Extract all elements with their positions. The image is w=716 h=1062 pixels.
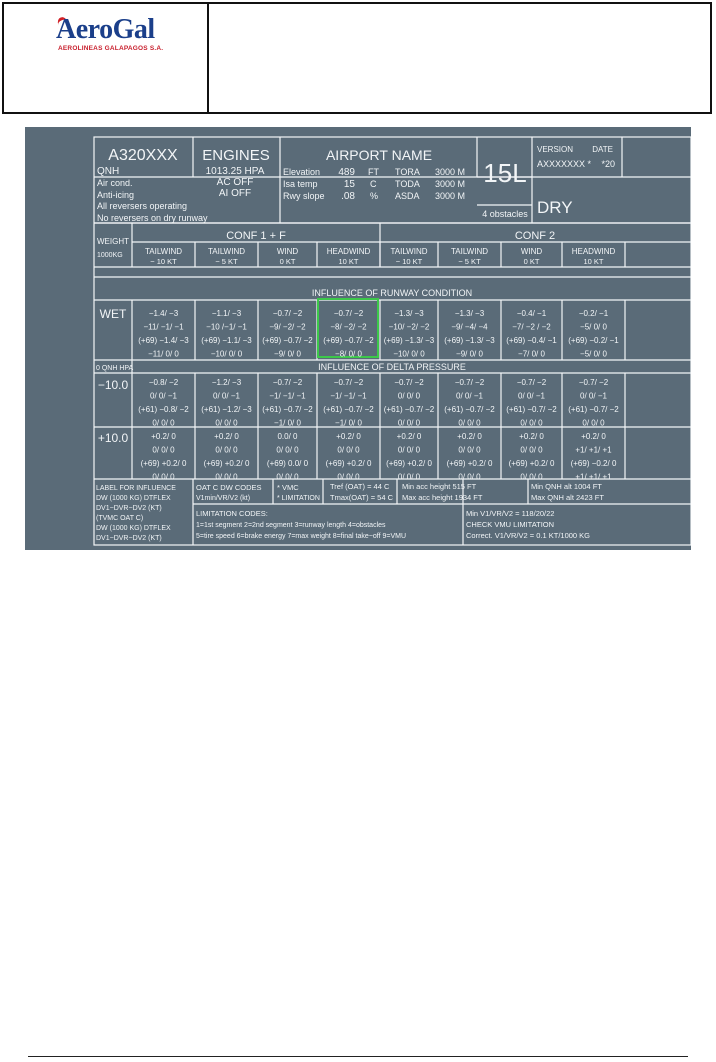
rtow-chart-image [25,127,691,550]
footer-label-line-2: DV1−DVR−DV2 (KT) [96,505,162,512]
wet-cell-3-line-0: −0.7/ −2 [333,309,364,318]
plus10-cell-5-line-2: (+69) +0.2/ 0 [446,459,493,468]
minus10-cell-2-line-2: (+61) −0.7/ −2 [262,405,313,414]
conf1-header: CONF 1 + F [226,230,286,242]
wet-cell-6-line-0: −0.4/ −1 [516,309,547,318]
minus10-cell-6-line-3: 0/ 0/ 0 [520,418,543,428]
runway-condition-title: INFLUENCE OF RUNWAY CONDITION [311,288,473,298]
toda-label: TODA [395,179,420,189]
engines-title: ENGINES [202,147,270,164]
min-v-speeds: Min V1/VR/V2 = 118/20/22 [466,509,555,518]
wet-cell-6-line-3: −7/ 0/ 0 [518,349,545,359]
wet-cell-2-line-2: (+69) −0.7/ −2 [262,336,313,345]
minus10-cell-2-line-1: −1/ −1/ −1 [269,391,306,401]
minus10-cell-4-line-1: 0/ 0/ 0 [397,391,421,401]
wet-cell-4-line-1: −10/ −2/ −2 [388,322,430,332]
asda-value: 3000 M [434,191,465,201]
check-vmu: CHECK VMU LIMITATION [466,520,555,529]
tora-label: TORA [395,167,420,177]
tmax-value: Tmax(OAT) = 54 C [330,493,393,502]
wind-header-3-kind: HEADWIND [326,247,371,256]
plus10-cell-3-line-3: 0/ 0/ 0 [337,472,360,482]
wet-cell-5-line-0: −1.3/ −3 [454,309,485,318]
wind-header-4-kind: TAILWIND [390,247,428,256]
table-texts [96,145,619,542]
weight-unit: 1000KG [97,252,123,259]
footer-label-line-5: DV1−DVR−DV2 (KT) [96,535,162,542]
plus10-cell-1-line-3: 0/ 0/ 0 [215,472,238,482]
footer-label-line-0: LABEL FOR INFLUENCE [96,485,176,492]
tora-value: 3000 M [434,167,465,177]
wet-cell-2-line-3: −9/ 0/ 0 [274,349,301,359]
plus10-cell-4-line-3: 0/ 0/ 0 [397,472,421,482]
wet-cell-5-line-3: −9/ 0/ 0 [456,349,483,359]
minus10-cell-6-line-0: −0.7/ −2 [516,378,547,387]
max-acc-height: Max acc height 1934 FT [402,493,483,502]
delta-pressure-title: INFLUENCE OF DELTA PRESSURE [318,362,466,372]
minus10-cell-1-line-2: (+61) −1.2/ −3 [201,405,252,414]
plus10-cell-3-line-1: 0/ 0/ 0 [337,445,360,455]
v-speed-correction: Correct. V1/VR/V2 = 0.1 KT/1000 KG [466,531,591,540]
minus10-cell-7-line-1: 0/ 0/ −1 [580,391,607,401]
min-qnh-alt: Min QNH alt 1004 FT [531,482,602,491]
plus10-cell-7-line-2: (+69) −0.2/ 0 [570,459,617,468]
minus10-cell-6-line-1: 0/ 0/ −1 [518,391,545,401]
footer-label-line-4: DW (1000 KG) DTFLEX [96,525,171,532]
wet-cell-2-line-0: −0.7/ −2 [272,309,303,318]
logo-subtitle: AEROLINEAS GALAPAGOS S.A. [58,45,164,52]
limitation-codes-title: LIMITATION CODES: [196,509,268,518]
limitation-note: * LIMITATION [277,495,320,502]
max-qnh-alt: Max QNH alt 2423 FT [531,493,604,502]
isa-value: 15 [343,179,355,190]
wet-cell-2-line-1: −9/ −2/ −2 [269,322,306,332]
wet-cell-7-line-1: −5/ 0/ 0 [580,322,607,332]
minus10-cell-5-line-2: (+61) −0.7/ −2 [444,405,495,414]
footer-label-line-3: (TVMC OAT C) [96,515,144,522]
wet-cell-7-line-3: −5/ 0/ 0 [580,349,607,359]
header-divider [207,4,209,112]
date-label: DATE [592,145,613,154]
plus10-cell-4-line-0: +0.2/ 0 [396,432,422,441]
wet-cell-6-line-2: (+69) −0.4/ −1 [506,336,557,345]
minus10-cell-7-line-2: (+61) −0.7/ −2 [568,405,619,414]
wet-cell-1-line-2: (+69) −1.1/ −3 [201,336,252,345]
plus10-cell-6-line-3: 0/ 0/ 0 [520,472,543,482]
wet-cell-4-line-2: (+69) −1.3/ −3 [383,336,435,345]
takeoff-performance-card [25,127,691,550]
slope-unit: % [370,191,379,201]
aerogal-logo [44,14,174,54]
isa-unit: C [370,179,377,189]
wet-cell-0-line-3: −11/ 0/ 0 [148,349,179,359]
minus10-cell-3-line-3: −1/ 0/ 0 [335,418,362,428]
minus10-cell-3-line-2: (+61) −0.7/ −2 [323,405,374,414]
vmc-note: * VMC [277,483,299,492]
qnh-value: 1013.25 HPA [205,166,265,177]
elevation-unit: FT [368,167,379,177]
minus10-cell-0-line-3: 0/ 0/ 0 [152,418,175,428]
wet-row-label: WET [99,307,127,321]
wind-header-1-speed: − 5 KT [215,257,238,266]
plus10-row-label: +10.0 [97,431,129,445]
minus10-cell-5-line-0: −0.7/ −2 [454,378,485,387]
runway-designator: 15L [483,158,527,188]
wet-cell-7-line-2: (+69) −0.2/ −1 [568,336,619,345]
wet-cell-4-line-0: −1.3/ −3 [394,309,424,318]
minus10-cell-5-line-1: 0/ 0/ −1 [456,391,483,401]
aircraft-model: A320XXX [108,147,178,164]
plus10-cell-5-line-1: 0/ 0/ 0 [458,445,481,455]
oat-codes-2: V1min/VR/V2 (kt) [196,495,251,502]
plus10-cell-1-line-1: 0/ 0/ 0 [215,445,238,455]
antiicing-label: Anti-icing [97,190,135,200]
minus10-cell-0-line-1: 0/ 0/ −1 [150,391,177,401]
wind-header-0-kind: TAILWIND [144,247,183,256]
wet-cell-0-line-0: −1.4/ −3 [148,309,179,318]
wind-header-7-speed: 10 KT [583,257,604,266]
plus10-cell-0-line-2: (+69) +0.2/ 0 [140,459,187,468]
obstacles-count: 4 obstacles [482,209,528,219]
footer-label-line-1: DW (1000 KG) DTFLEX [96,495,171,502]
min-acc-height: Min acc height 515 FT [402,482,477,491]
wind-header-0-speed: − 10 KT [150,257,177,266]
isa-label: Isa temp [283,179,318,189]
qnh-row-label: 0 QNH HPA [96,365,134,372]
minus10-cell-2-line-0: −0.7/ −2 [272,378,303,387]
minus10-cell-1-line-3: 0/ 0/ 0 [215,418,238,428]
wind-header-3-speed: 10 KT [338,257,359,266]
plus10-cell-2-line-1: 0/ 0/ 0 [276,445,299,455]
minus10-cell-5-line-3: 0/ 0/ 0 [458,418,481,428]
version-value: AXXXXXXX * [537,159,592,169]
slope-value: .08 [341,191,355,202]
plus10-cell-0-line-1: 0/ 0/ 0 [152,445,175,455]
runway-surface: DRY [537,198,573,217]
plus10-cell-4-line-2: (+69) +0.2/ 0 [386,459,432,468]
wet-cell-1-line-3: −10/ 0/ 0 [210,349,243,359]
minus10-cell-2-line-3: −1/ 0/ 0 [274,418,301,428]
wet-cell-3-line-3: −8/ 0/ 0 [335,349,362,359]
wind-header-1-kind: TAILWIND [207,247,246,256]
oat-codes-1: OAT C DW CODES [196,483,262,492]
airport-name: AIRPORT NAME [325,147,433,163]
plus10-cell-6-line-2: (+69) +0.2/ 0 [508,459,555,468]
minus10-cell-3-line-1: −1/ −1/ −1 [330,391,367,401]
plus10-cell-6-line-1: 0/ 0/ 0 [520,445,543,455]
weight-label: WEIGHT [97,237,129,246]
wet-cell-0-line-1: −11/ −1/ −1 [143,322,184,332]
minus10-cell-4-line-2: (+61) −0.7/ −2 [383,405,435,414]
plus10-cell-0-line-0: +0.2/ 0 [151,432,176,441]
plus10-cell-6-line-0: +0.2/ 0 [519,432,544,441]
qnh-label: QNH [97,166,120,177]
aircond-value: AC OFF [216,177,254,188]
plus10-cell-2-line-2: (+69) 0.0/ 0 [266,459,309,468]
plus10-cell-1-line-2: (+69) +0.2/ 0 [203,459,250,468]
wind-header-2-kind: WIND [276,247,299,256]
wind-header-4-speed: − 10 KT [395,257,423,266]
minus10-row-label: −10.0 [97,378,129,392]
aircond-label: Air cond. [97,178,133,188]
wet-cell-5-line-1: −9/ −4/ −4 [451,322,488,332]
plus10-cell-5-line-3: 0/ 0/ 0 [458,472,481,482]
page-bottom-rule [28,1056,688,1057]
document-header [2,2,712,114]
elevation-label: Elevation [283,167,321,177]
minus10-cell-6-line-2: (+61) −0.7/ −2 [506,405,557,414]
conf2-header: CONF 2 [514,230,556,242]
plus10-cell-3-line-0: +0.2/ 0 [336,432,361,441]
plus10-cell-5-line-0: +0.2/ 0 [457,432,482,441]
limitation-codes-line-2: 5=tire speed 6=brake energy 7=max weight 8=final take−off 9=VMU [196,533,407,540]
wet-cell-4-line-3: −10/ 0/ 0 [393,349,425,359]
limitation-codes-line-1: 1=1st segment 2=2nd segment 3=runway length 4=obstacles [196,522,386,529]
reversers-note-1: All reversers operating [97,201,188,211]
plus10-cell-1-line-0: +0.2/ 0 [214,432,239,441]
plus10-cell-2-line-3: 0/ 0/ 0 [276,472,299,482]
wet-cell-7-line-0: −0.2/ −1 [578,309,609,318]
version-label: VERSION [537,145,574,154]
plus10-cell-4-line-1: 0/ 0/ 0 [397,445,421,455]
wet-cell-3-line-1: −8/ −2/ −2 [330,322,367,332]
minus10-cell-3-line-0: −0.7/ −2 [333,378,364,387]
minus10-cell-7-line-0: −0.7/ −2 [578,378,609,387]
minus10-cell-0-line-0: −0.8/ −2 [148,378,179,387]
logo-wordmark: AeroGal [56,14,155,45]
plus10-cell-3-line-2: (+69) +0.2/ 0 [325,459,372,468]
wet-cell-1-line-1: −10 /−1/ −1 [206,322,247,332]
minus10-cell-4-line-0: −0.7/ −2 [394,378,424,387]
wet-cell-5-line-2: (+69) −1.3/ −3 [444,336,495,345]
wet-cell-3-line-2: (+69) −0.7/ −2 [323,336,374,345]
wind-header-2-speed: 0 KT [279,257,296,266]
minus10-cell-7-line-3: 0/ 0/ 0 [582,418,605,428]
elevation-value: 489 [338,167,355,178]
wind-header-7-kind: HEADWIND [571,247,616,256]
reversers-note-2: No reversers on dry runway [97,213,208,223]
minus10-cell-1-line-1: 0/ 0/ −1 [213,391,240,401]
asda-label: ASDA [395,191,420,201]
wind-header-5-kind: TAILWIND [450,247,489,256]
toda-value: 3000 M [434,179,465,189]
plus10-cell-0-line-3: 0/ 0/ 0 [152,472,175,482]
plus10-cell-7-line-1: +1/ +1/ +1 [575,445,612,455]
wet-cell-1-line-0: −1.1/ −3 [211,309,242,318]
wind-header-5-speed: − 5 KT [458,257,481,266]
tref-value: Tref (OAT) = 44 C [330,482,390,491]
plus10-cell-7-line-0: +0.2/ 0 [581,432,606,441]
wind-header-6-kind: WIND [520,247,543,256]
minus10-cell-1-line-0: −1.2/ −3 [211,378,242,387]
slope-label: Rwy slope [283,191,325,201]
wind-header-6-speed: 0 KT [523,257,540,266]
plus10-cell-2-line-0: 0.0/ 0 [277,432,298,441]
wet-cell-0-line-2: (+69) −1.4/ −3 [138,336,189,345]
minus10-cell-0-line-2: (+61) −0.8/ −2 [138,405,189,414]
minus10-cell-4-line-3: 0/ 0/ 0 [397,418,421,428]
antiicing-value: AI OFF [218,188,252,199]
date-value: *20 [601,159,615,169]
plus10-cell-7-line-3: +1/ +1/ +1 [575,472,612,482]
wet-cell-6-line-1: −7/ −2 / −2 [512,322,551,332]
